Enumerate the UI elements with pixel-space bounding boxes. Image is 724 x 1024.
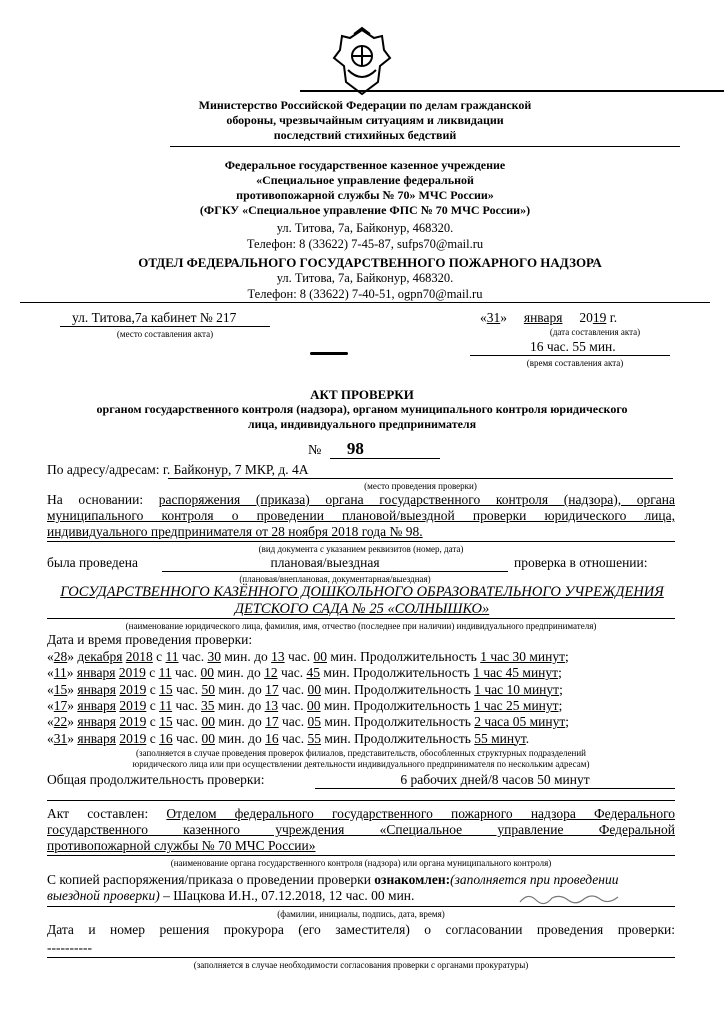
prosecutor-dashes: ---------- bbox=[47, 940, 92, 955]
total-underline bbox=[315, 788, 675, 789]
act-number: № 98 bbox=[308, 439, 364, 458]
schedule-day: 15 bbox=[53, 681, 68, 697]
copy-text: С копией распоряжения/приказа о проведении проверки ознакомлен:(заполняется при проведении выездной проверки) – Шацкова И.Н., 07.12.2018, 12 час. 00 мин. bbox=[47, 872, 619, 903]
schedule-text: « bbox=[47, 714, 54, 730]
schedule-h1: 11 bbox=[158, 665, 172, 681]
place-caption: (место составления акта) bbox=[116, 329, 214, 339]
total-rule bbox=[47, 800, 675, 801]
place-underline bbox=[60, 326, 270, 327]
schedule-caption: (заполняется в случае проведения проверок филиалов, представительств, обособленных структурных подразделений юридического лица или при осуществлении деятельности индивидуального предпринимателя по нескольким адресам) bbox=[132, 748, 590, 769]
schedule-text: « bbox=[47, 665, 54, 681]
total-row: Общая продолжительность проверки: bbox=[47, 772, 265, 787]
schedule-day: 22 bbox=[53, 714, 68, 730]
schedule-m2: 45 bbox=[306, 665, 321, 681]
schedule-punct: ; bbox=[559, 681, 563, 697]
department-contacts: ул. Титова, 7а, Байконур, 468320. Телефон: 8 (33622) 7-40-51, ogpn70@mail.ru bbox=[247, 271, 483, 301]
schedule-row bbox=[47, 682, 675, 698]
ministry-rule bbox=[170, 146, 680, 147]
check-type-right: проверка в отношении: bbox=[514, 555, 648, 570]
schedule-text: мин. до bbox=[215, 714, 266, 730]
schedule-text: » bbox=[67, 649, 74, 664]
schedule-text: мин. Продолжительность bbox=[321, 714, 475, 730]
schedule-text: » bbox=[67, 681, 74, 697]
schedule-punct: ; bbox=[565, 649, 569, 664]
schedule-text: « bbox=[47, 697, 54, 713]
schedule-text: с bbox=[152, 649, 166, 664]
schedule-text: мин. Продолжительность bbox=[326, 649, 481, 664]
header-rule bbox=[300, 90, 724, 92]
schedule-text: мин. до bbox=[215, 730, 266, 746]
schedule-year: 2019 bbox=[119, 697, 147, 713]
schedule-text: мин. Продолжительность bbox=[320, 665, 474, 681]
schedule-text: час. bbox=[172, 697, 201, 713]
schedule-month: января bbox=[77, 681, 116, 697]
prosecutor-caption: (заполняется в случае необходимости согласования проверки с органами прокуратуры) bbox=[193, 960, 529, 970]
schedule-dur: 1 час 45 минут bbox=[473, 665, 559, 681]
ministry-header: Министерство Российской Федерации по делам гражданской обороны, чрезвычайным ситуациям и ликвидации последствий стихийных бедствий bbox=[198, 98, 532, 142]
schedule-text: час. bbox=[278, 697, 308, 713]
schedule-h2: 12 bbox=[264, 665, 278, 681]
act-date: «31» января 2019 г. bbox=[480, 310, 618, 325]
schedule-row bbox=[47, 698, 675, 714]
schedule-text: « bbox=[47, 730, 54, 746]
institution-header: Федеральное государственное казенное учреждение «Специальное управление федеральной противопожарной службы № 70» МЧС России» (ФГКУ «Специальное управление ФПС № 70 МЧС России») bbox=[199, 158, 531, 217]
number-underline bbox=[330, 458, 440, 459]
schedule-text: час. bbox=[172, 730, 202, 746]
subject-caption: (наименование юридического лица, фамилия, имя, отчество (последнее при наличии) индивидуального предпринимателя) bbox=[125, 621, 597, 631]
schedule-dur: 1 час 30 минут bbox=[480, 649, 566, 664]
schedule-text: мин. до bbox=[214, 697, 265, 713]
institution-contacts: ул. Титова, 7а, Байконур, 468320. Телефон: 8 (33622) 7-45-87, sufps70@mail.ru bbox=[246, 221, 484, 251]
act-time: 16 час. 55 мин. bbox=[530, 339, 616, 354]
basis-text: На основании: распоряжения (приказа) органа государственного контроля (надзора), органа муниципального контроля о проведении плановой/выездной проверки юридического лица, индивидуального предпринимателя от 28 ноября 2018 года № 98. bbox=[47, 492, 676, 539]
check-type-value: плановая/выездная bbox=[270, 555, 380, 570]
schedule-punct: . bbox=[525, 730, 530, 746]
compiled-caption: (наименование органа государственного контроля (надзора) или органа муниципального контроля) bbox=[170, 858, 552, 868]
schedule-text: час. bbox=[284, 649, 314, 664]
schedule-day: 11 bbox=[53, 665, 67, 681]
schedule-m1: 00 bbox=[201, 714, 215, 730]
emblem-icon bbox=[330, 26, 394, 98]
prosecutor-text: Дата и номер решения прокурора (его заместителя) о согласовании проведения проверки: bbox=[47, 922, 675, 937]
schedule-m1: 50 bbox=[201, 681, 215, 697]
schedule-row bbox=[47, 731, 675, 747]
schedule-m2: 05 bbox=[307, 714, 322, 730]
prosecutor-underline bbox=[47, 957, 675, 958]
schedule-row bbox=[47, 649, 675, 665]
time-underline bbox=[470, 355, 670, 356]
schedule-dur: 1 час 10 минут bbox=[474, 681, 560, 697]
schedule-m2: 00 bbox=[313, 649, 327, 664]
schedule-m2: 55 bbox=[307, 730, 322, 746]
schedule-dur: 2 часа 05 минут bbox=[474, 714, 566, 730]
department-rule bbox=[20, 302, 710, 303]
signature-mark bbox=[518, 890, 628, 906]
schedule-text: мин. Продолжительность bbox=[321, 730, 475, 746]
schedule-text: » bbox=[66, 665, 74, 681]
schedule-text: « bbox=[47, 649, 54, 664]
address-caption: (место проведения проверки) bbox=[364, 481, 477, 491]
schedule-text: мин. до bbox=[215, 681, 266, 697]
schedule-text: с bbox=[145, 665, 159, 681]
subject-name: ГОСУДАРСТВЕННОГО КАЗЁННОГО ДОШКОЛЬНОГО ОБРАЗОВАТЕЛЬНОГО УЧРЕЖДЕНИЯ ДЕТСКОГО САДА № 25 «СОЛНЫШКО» bbox=[60, 584, 664, 617]
schedule-h1: 11 bbox=[159, 697, 173, 713]
schedule-row bbox=[47, 665, 675, 681]
schedule-year: 2019 bbox=[118, 665, 146, 681]
schedule-text: час. bbox=[277, 665, 307, 681]
schedule-m1: 00 bbox=[200, 665, 214, 681]
schedule-month: января bbox=[77, 730, 116, 746]
schedule-row bbox=[47, 714, 675, 730]
schedule-day: 17 bbox=[53, 697, 68, 713]
schedule-text: час. bbox=[172, 714, 202, 730]
schedule-year: 2019 bbox=[119, 714, 147, 730]
schedule-day: 28 bbox=[53, 649, 68, 664]
act-title: АКТ ПРОВЕРКИ bbox=[310, 387, 414, 402]
schedule-m2: 00 bbox=[307, 697, 321, 713]
schedule-month: января bbox=[76, 665, 116, 681]
compiled-text: Акт составлен: Отделом федерального государственного пожарного надзора Федерального государственного казенного учреждения «Специальное управление Федеральной противопожарной службы № 70 МЧС России» bbox=[47, 806, 676, 853]
compiled-underline bbox=[47, 855, 675, 856]
schedule-punct: ; bbox=[558, 697, 563, 713]
schedule-text: с bbox=[146, 730, 160, 746]
schedule-day: 31 bbox=[53, 730, 68, 746]
place-value: ул. Титова,7а кабинет № 217 bbox=[72, 310, 237, 325]
time-caption: (время составления акта) bbox=[526, 358, 624, 368]
schedule-month: января bbox=[77, 697, 116, 713]
schedule-text: час. bbox=[171, 665, 201, 681]
schedule-text: с bbox=[146, 714, 160, 730]
schedule-m1: 30 bbox=[207, 649, 221, 664]
schedule-m1: 00 bbox=[201, 730, 215, 746]
schedule-text: час. bbox=[178, 649, 208, 664]
schedule-h1: 16 bbox=[159, 730, 173, 746]
schedule-month: декабря bbox=[77, 649, 123, 664]
date-caption: (дата составления акта) bbox=[549, 327, 641, 337]
basis-underline bbox=[47, 541, 675, 542]
schedule-punct: ; bbox=[558, 665, 562, 681]
schedule-h1: 15 bbox=[159, 681, 173, 697]
schedule-text: с bbox=[146, 697, 160, 713]
check-type-row: была проведена bbox=[47, 555, 138, 570]
schedule-h1: 11 bbox=[165, 649, 179, 664]
schedule-text: мин. до bbox=[220, 649, 272, 664]
address-row: По адресу/адресам: г. Байконур, 7 МКР, д. 4А bbox=[47, 462, 309, 477]
schedule-punct: ; bbox=[565, 714, 569, 730]
schedule-text: мин. Продолжительность bbox=[320, 697, 474, 713]
schedule-h2: 13 bbox=[264, 697, 279, 713]
schedule-h2: 16 bbox=[265, 730, 279, 746]
department-title: ОТДЕЛ ФЕДЕРАЛЬНОГО ГОСУДАРСТВЕННОГО ПОЖАРНОГО НАДЗОРА bbox=[138, 255, 602, 270]
schedule-h1: 15 bbox=[159, 714, 173, 730]
schedule-text: с bbox=[146, 681, 160, 697]
ink-mark bbox=[310, 352, 348, 355]
schedule-dur: 1 час 25 минут bbox=[473, 697, 559, 713]
schedule-text: час. bbox=[278, 681, 308, 697]
schedule-year: 2019 bbox=[119, 730, 147, 746]
schedule-text: час. bbox=[278, 730, 308, 746]
schedule-m2: 00 bbox=[307, 681, 322, 697]
check-type-caption: (плановая/внеплановая, документарная/выездная) bbox=[239, 574, 431, 584]
basis-caption: (вид документа с указанием реквизитов (номер, дата) bbox=[258, 544, 464, 554]
schedule-h2: 13 bbox=[271, 649, 285, 664]
schedule-text: час. bbox=[278, 714, 308, 730]
schedule-year: 2018 bbox=[125, 649, 153, 664]
schedule-text: » bbox=[67, 730, 74, 746]
schedule-h2: 17 bbox=[265, 714, 279, 730]
subject-underline bbox=[47, 618, 675, 619]
schedule-text: » bbox=[67, 697, 74, 713]
check-type-underline bbox=[162, 571, 508, 572]
schedule-text: мин. Продолжительность bbox=[321, 681, 475, 697]
schedule-text: час. bbox=[172, 681, 202, 697]
schedule-month: января bbox=[77, 714, 116, 730]
act-subtitle: органом государственного контроля (надзора), органом муниципального контроля юридического лица, индивидуального предпринимателя bbox=[96, 402, 628, 431]
schedule-text: « bbox=[47, 681, 54, 697]
schedule-text: мин. до bbox=[214, 665, 265, 681]
schedule-m1: 35 bbox=[201, 697, 215, 713]
address-underline bbox=[168, 478, 673, 479]
schedule-text: » bbox=[67, 714, 74, 730]
copy-caption: (фамилии, инициалы, подпись, дата, время) bbox=[277, 909, 445, 919]
copy-underline bbox=[47, 906, 675, 907]
schedule-label: Дата и время проведения проверки: bbox=[47, 632, 253, 647]
total-value: 6 рабочих дней/8 часов 50 минут bbox=[400, 772, 590, 787]
schedule-dur: 55 минут bbox=[474, 730, 526, 746]
schedule-h2: 17 bbox=[265, 681, 279, 697]
schedule-year: 2019 bbox=[119, 681, 147, 697]
